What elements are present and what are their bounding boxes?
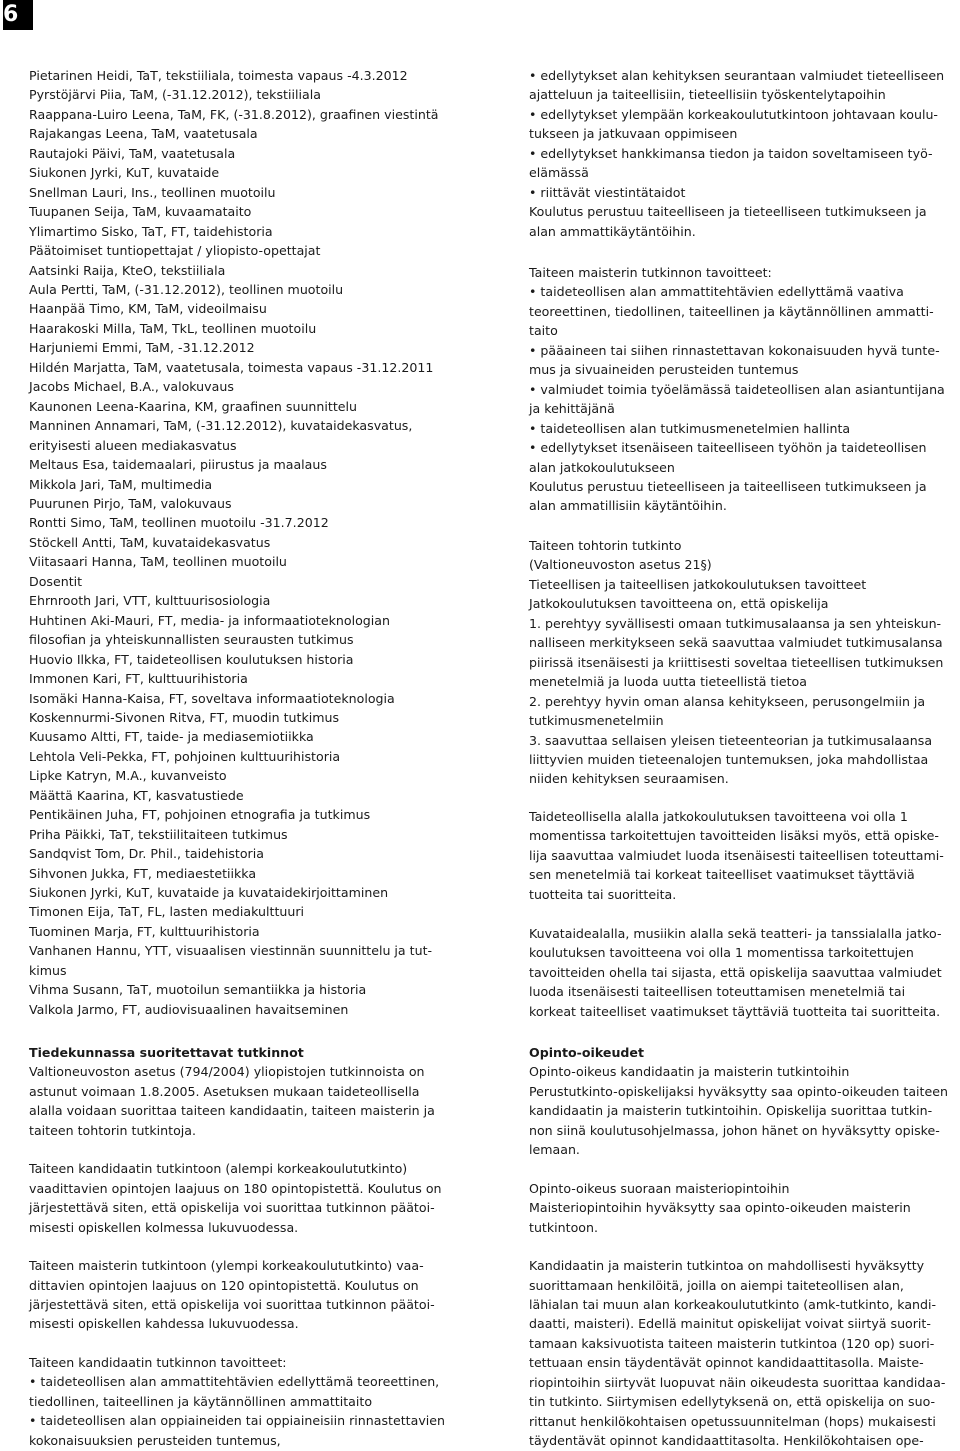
text-line: tavoitteiden ohella tai sijasta, että opiskelija saavuttaa valmiudet [529,964,942,980]
text-line: Meltaus Esa, taidemaalari, piirustus ja maalaus [29,457,327,473]
text-line: Koulutus perustuu tieteelliseen ja taiteelliseen tutkimukseen ja [529,478,927,494]
text-line: taiteen tohtorin tutkintoja. [29,1122,196,1138]
text-line: Kuusamo Altti, FT, taide- ja mediasemiotiikka [29,729,314,745]
text-line: tukseen ja jatkuvaan oppimiseen [529,126,738,142]
text-line: Taiteen tohtorin tutkinto [529,538,682,553]
text-line: Rontti Simo, TaM, teollinen muotoilu -31.7.2012 [29,515,329,531]
text-line: lemaan. [529,1142,580,1158]
text-line: Taiteen kandidaatin tutkintoon (alempi korkeakoulututkinto) [29,1161,408,1177]
text-line: Raappana-Luiro Leena, TaM, FK, (-31.8.2012), graafinen viestintä [29,106,439,122]
text-line: sen menetelmiä tai korkeat taiteelliset vaatimukset täyttäviä [529,867,915,883]
text-line: Pentikäinen Juha, FT, pohjoinen etnografia ja tutkimus [29,807,371,823]
text-line: 3. saavuttaa sellaisen yleisen tieteenteorian ja tutkimusalaansa [529,732,933,748]
section-heading: Tiedekunnassa suoritettavat tutkinnot [29,1045,304,1060]
text-line: Timonen Eija, TaT, FL, lasten mediakulttuuri [29,904,305,920]
text-line: Kandidaatin ja maisterin tutkintoa on mahdollisesti hyväksytty [529,1258,925,1274]
text-line: Siukonen Jyrki, KuT, kuvataide ja kuvataidekirjoittaminen [29,885,389,901]
text-line: lija saavuttaa valmiudet luoda itsenäisesti taiteellisen toteuttami- [529,847,944,863]
text-line: 1. perehtyy syvällisesti omaan tutkimusalaansa ja sen yhteiskun- [529,615,942,631]
text-line: Taiteen kandidaatin tutkinnon tavoitteet: [29,1354,287,1370]
section-heading: Opinto-oikeudet [529,1045,644,1060]
text-line: alan ammatillisiin käytäntöihin. [529,498,727,514]
text-line: momentissa tarkoitettujen tavoitteiden lisäksi myös, että opiske- [529,828,939,844]
text-line: • taideteollisen alan ammattitehtävien edellyttämä teoreettinen, [29,1374,440,1390]
text-line: elämässä [529,165,589,181]
text-line: • taideteollisen alan tutkimusmenetelmien hallinta [529,420,851,436]
text-line: tin tutkinto. Siirtymisen edellytyksenä on, että opiskelija on suo- [529,1394,936,1410]
text-line: tutkimusmenetelmiin [529,713,664,729]
text-line: Isomäki Hanna-Kaisa, FT, soveltava informaatioteknologia [29,690,395,706]
text-line: misesti opiskellen kahdessa lukuvuodessa. [29,1316,299,1332]
text-line: Taiteen maisterin tutkinnon tavoitteet: [529,265,772,280]
text-line: dittavien opintojen laajuus on 120 opintopistettä. Koulutus on [29,1277,419,1293]
text-line: Aula Pertti, TaM, (-31.12.2012), teollinen muotoilu [29,281,344,297]
text-line: Koskennurmi-Sivonen Ritva, FT, muodin tutkimus [29,709,340,725]
text-line: Taiteen maisterin tutkintoon (ylempi korkeakoulututkinto) vaa- [29,1258,424,1274]
text-line: täydentävät opinnot kandidaattitasolta. Henkilökohtaisen ope- [529,1433,924,1449]
text-line: Taideteollisella alalla jatkokoulutuksen tavoitteena voi olla 1 [529,809,908,824]
staff-list [29,66,461,1019]
text-line: Opinto-oikeus suoraan maisteriopintoihin [529,1180,790,1196]
text-line: taito [529,323,558,339]
text-line: Jacobs Michael, B.A., valokuvaus [29,379,234,395]
text-line: Sihvonen Jukka, FT, mediaestetiikka [29,865,257,881]
text-line: Lipke Katryn, M.A., kuvanveisto [29,768,227,784]
text-line: • riittävät viestintätaidot [529,184,686,200]
text-line: Huhtinen Aki-Mauri, FT, media- ja informaatioteknologian [29,612,390,628]
text-line: kokonaisuuksien perusteiden tuntemus, [29,1432,281,1448]
paragraph [529,1062,953,1159]
text-line: ajatteluun ja taiteellisiin, tieteellisiin työskentelytapoihin [529,87,886,103]
text-line: Vanhanen Hannu, YTT, visuaalisen viestinnän suunnittelu ja tut- [29,943,433,959]
text-line: Lehtola Veli-Pekka, FT, pohjoinen kulttuurihistoria [29,748,341,764]
text-line: Kuvataidealalla, musiikin alalla sekä teatteri- ja tanssialalla jatko- [529,926,942,941]
page-number-badge [3,0,33,30]
degrees-section [29,1043,461,1450]
text-line: piirissä itsenäisesti ja kriittisesti soveltaa tieteellisen tutkimuksen [529,654,944,670]
text-line: alan ammattikäytäntöihin. [529,223,696,239]
text-line: rittanut henkilökohtaisen opetussuunnitelman (hops) mukaisesti [529,1413,936,1429]
study-rights-section [529,1043,953,1451]
text-line: nalliseen merkitykseen sekä saavuttaa valmiudet tutkimusalansa [529,635,943,651]
text-line: suorittamaan henkilöitä, joilla on aiempi taiteteollisen alan, [529,1277,904,1293]
text-line: niiden kehityksen seuraamisen. [529,771,729,787]
text-line: Tuominen Marja, FT, kulttuurihistoria [29,923,260,939]
text-line: lähialan tai muun alan korkeakoulututkinto (amk-tutkinto, kandi- [529,1296,937,1312]
text-line: daatti, maisteri). Edellä mainitut opiskelijat voivat siirtyä suorit- [529,1316,931,1332]
text-line: Rautajoki Päivi, TaM, vaatetusala [29,145,236,161]
text-line: järjestettävä siten, että opiskelija voi suorittaa tutkinnon päätoi- [29,1200,435,1216]
text-line: Tuupanen Seija, TaM, kuvaamataito [29,204,252,220]
paragraph [529,1179,953,1237]
text-line: Maisteriopintoihin hyväksytty saa opinto-oikeuden maisterin [529,1200,911,1216]
bachelor-goals-continued [529,66,953,241]
text-line: Viitasaari Hanna, TaM, teollinen muotoilu [29,554,287,570]
text-line: kandidaatin ja maisterin tutkintoihin. Opiskelija suorittaa tutkin- [529,1103,933,1119]
art-paragraph [529,807,953,904]
text-line: • taideteollisen alan oppiaineiden tai oppiaineisiin rinnastettavien [29,1413,446,1429]
text-line: teoreettinen, tiedollinen, taiteellinen ja käytännöllinen ammatti- [529,303,934,319]
text-line: Päätoimiset tuntiopettajat / yliopisto-opettajat [29,243,321,259]
text-line: Rajakangas Leena, TaM, vaatetusala [29,126,258,142]
text-line: • valmiudet toimia työelämässä taideteollisen alan asiantuntijana [529,381,945,397]
text-line: alalla voidaan suorittaa taiteen kandidaatin, taiteen maisterin ja [29,1103,435,1119]
text-line: riopintoihin siirtyvät luopuvat näin oikeudesta suorittaa kandidaa- [529,1374,946,1390]
text-line: Immonen Kari, FT, kulttuurihistoria [29,671,248,687]
text-line: Haarakoski Milla, TaM, TkL, teollinen muotoilu [29,320,317,336]
text-line: tiedollinen, taiteellinen ja käytännöllinen ammattitaito [29,1393,373,1409]
text-line: luoda itsenäisesti taiteellisen toteuttamisen menetelmiä tai [529,984,906,1000]
text-line: järjestettävä siten, että opiskelija voi suorittaa tutkinnon päätoi- [29,1296,435,1312]
text-line: Sandqvist Tom, Dr. Phil., taidehistoria [29,846,264,862]
paragraph [29,1256,461,1334]
text-line: Kaunonen Leena-Kaarina, KM, graafinen suunnittelu [29,398,358,414]
text-line: koulutuksen tavoitteena voi olla 1 momentissa tarkoitettujen [529,945,914,961]
text-line: menetelmiä ja luoda uutta tieteellistä tietoa [529,674,807,690]
text-line: tuotteita tai suoritteita. [529,886,677,902]
text-line: 2. perehtyy hyvin oman alansa kehitykseen, perusongelmiin ja [529,693,926,709]
text-line: • edellytykset alan kehityksen seurantaan valmiudet tieteelliseen [529,68,945,83]
text-line: Tieteellisen ja taiteellisen jatkokoulutuksen tavoitteet [529,576,867,592]
paragraph [29,1062,461,1140]
text-line: Stöckell Antti, TaM, kuvataidekasvatus [29,534,271,550]
text-line: (Valtioneuvoston asetus 21§) [529,557,712,573]
text-line: alan jatkokoulutukseen [529,459,675,475]
text-line: Aatsinki Raija, KteO, tekstiiliala [29,262,226,278]
text-line: • edellytykset hankkimansa tiedon ja taidon soveltamiseen työ- [529,145,933,161]
text-line: Priha Päikki, TaT, tekstiilitaiteen tutkimus [29,826,288,842]
text-line: Manninen Annamari, TaM, (-31.12.2012), kuvataidekasvatus, [29,418,413,434]
text-line: Ehrnrooth Jari, VTT, kulttuurisosiologia [29,593,271,609]
page-number: 6 [3,2,19,27]
text-line: mus ja sivuaineiden perusteiden tuntemus [529,362,799,378]
text-line: • edellytykset itsenäiseen taiteelliseen työhön ja taideteollisen [529,440,927,456]
text-line: Haanpää Timo, KM, TaM, videoilmaisu [29,301,267,317]
doctor-degree [529,536,953,789]
text-line: Vihma Susann, TaT, muotoilun semantiikka ja historia [29,982,367,998]
text-line: Pyrstöjärvi Piia, TaM, (-31.12.2012), tekstiiliala [29,87,321,103]
text-line: Siukonen Jyrki, KuT, kuvataide [29,165,220,181]
text-line: Mikkola Jari, TaM, multimedia [29,476,213,492]
paragraph [529,1256,953,1451]
text-line: Jatkokoulutuksen tavoitteena on, että opiskelija [529,596,829,612]
text-line: astunut voimaan 1.8.2005. Asetuksen mukaan taideteollisella [29,1083,420,1099]
text-line: tutkintoon. [529,1219,598,1235]
text-line: tettuaan ensin täydentävät opinnot kandidaattitasolla. Maiste- [529,1355,924,1371]
text-line: Dosentit [29,573,83,589]
text-line: Puurunen Pirjo, TaM, valokuvaus [29,495,232,511]
music-paragraph [529,924,953,1021]
text-line: Hildén Marjatta, TaM, vaatetusala, toimesta vapaus -31.12.2011 [29,359,434,375]
text-line: erityisesti alueen mediakasvatus [29,437,237,453]
text-line: Valkola Jarmo, FT, audiovisuaalinen havaitseminen [29,1001,349,1017]
text-line: • taideteollisen alan ammattitehtävien edellyttämä vaativa [529,284,904,300]
text-line: Huovio Ilkka, FT, taideteollisen koulutuksen historia [29,651,354,667]
paragraph [29,1159,461,1237]
paragraph [29,1353,461,1450]
text-line: ja kehittäjänä [529,401,615,417]
text-line: kimus [29,962,67,978]
text-line: Opinto-oikeus kandidaatin ja maisterin tutkintoihin [529,1064,850,1080]
text-line: Koulutus perustuu taiteelliseen ja tieteelliseen tutkimukseen ja [529,204,927,220]
text-line: filosofian ja yhteiskunnallisten seurausten tutkimus [29,632,354,648]
text-line: Pietarinen Heidi, TaT, tekstiiliala, toimesta vapaus -4.3.2012 [29,68,408,83]
text-line: Määttä Kaarina, KT, kasvatustiede [29,787,244,803]
text-line: Harjuniemi Emmi, TaM, -31.12.2012 [29,340,255,356]
text-line: • edellytykset ylempään korkeakoulututkintoon johtavaan koulu- [529,106,938,122]
text-line: non siinä koulutusohjelmassa, johon hänet on hyväksytty opiske- [529,1122,940,1138]
text-line: Valtioneuvoston asetus (794/2004) yliopistojen tutkinnoista on [29,1064,425,1080]
text-line: misesti opiskellen kolmessa lukuvuodessa. [29,1219,299,1235]
text-line: liittyvien muiden tieteenalojen tuntemuksen, joka mahdollistaa [529,751,929,767]
text-line: tamaan kaksivuotista taiteen maisterin tutkintoa (120 op) suori- [529,1335,935,1351]
text-line: • pääaineen tai siihen rinnastettavan kokonaisuuden hyvä tunte- [529,342,940,358]
text-line: korkeat taiteelliset vaatimukset täyttäviä tuotteita tai suoritteita. [529,1003,941,1019]
master-goals [529,263,953,516]
text-line: Ylimartimo Sisko, TaT, FT, taidehistoria [29,223,273,239]
text-line: vaadittavien opintojen laajuus on 180 opintopistettä. Koulutus on [29,1180,442,1196]
text-line: Snellman Lauri, Ins., teollinen muotoilu [29,184,276,200]
text-line: Perustutkinto-opiskelijaksi hyväksytty saa opinto-oikeuden taiteen [529,1083,948,1099]
